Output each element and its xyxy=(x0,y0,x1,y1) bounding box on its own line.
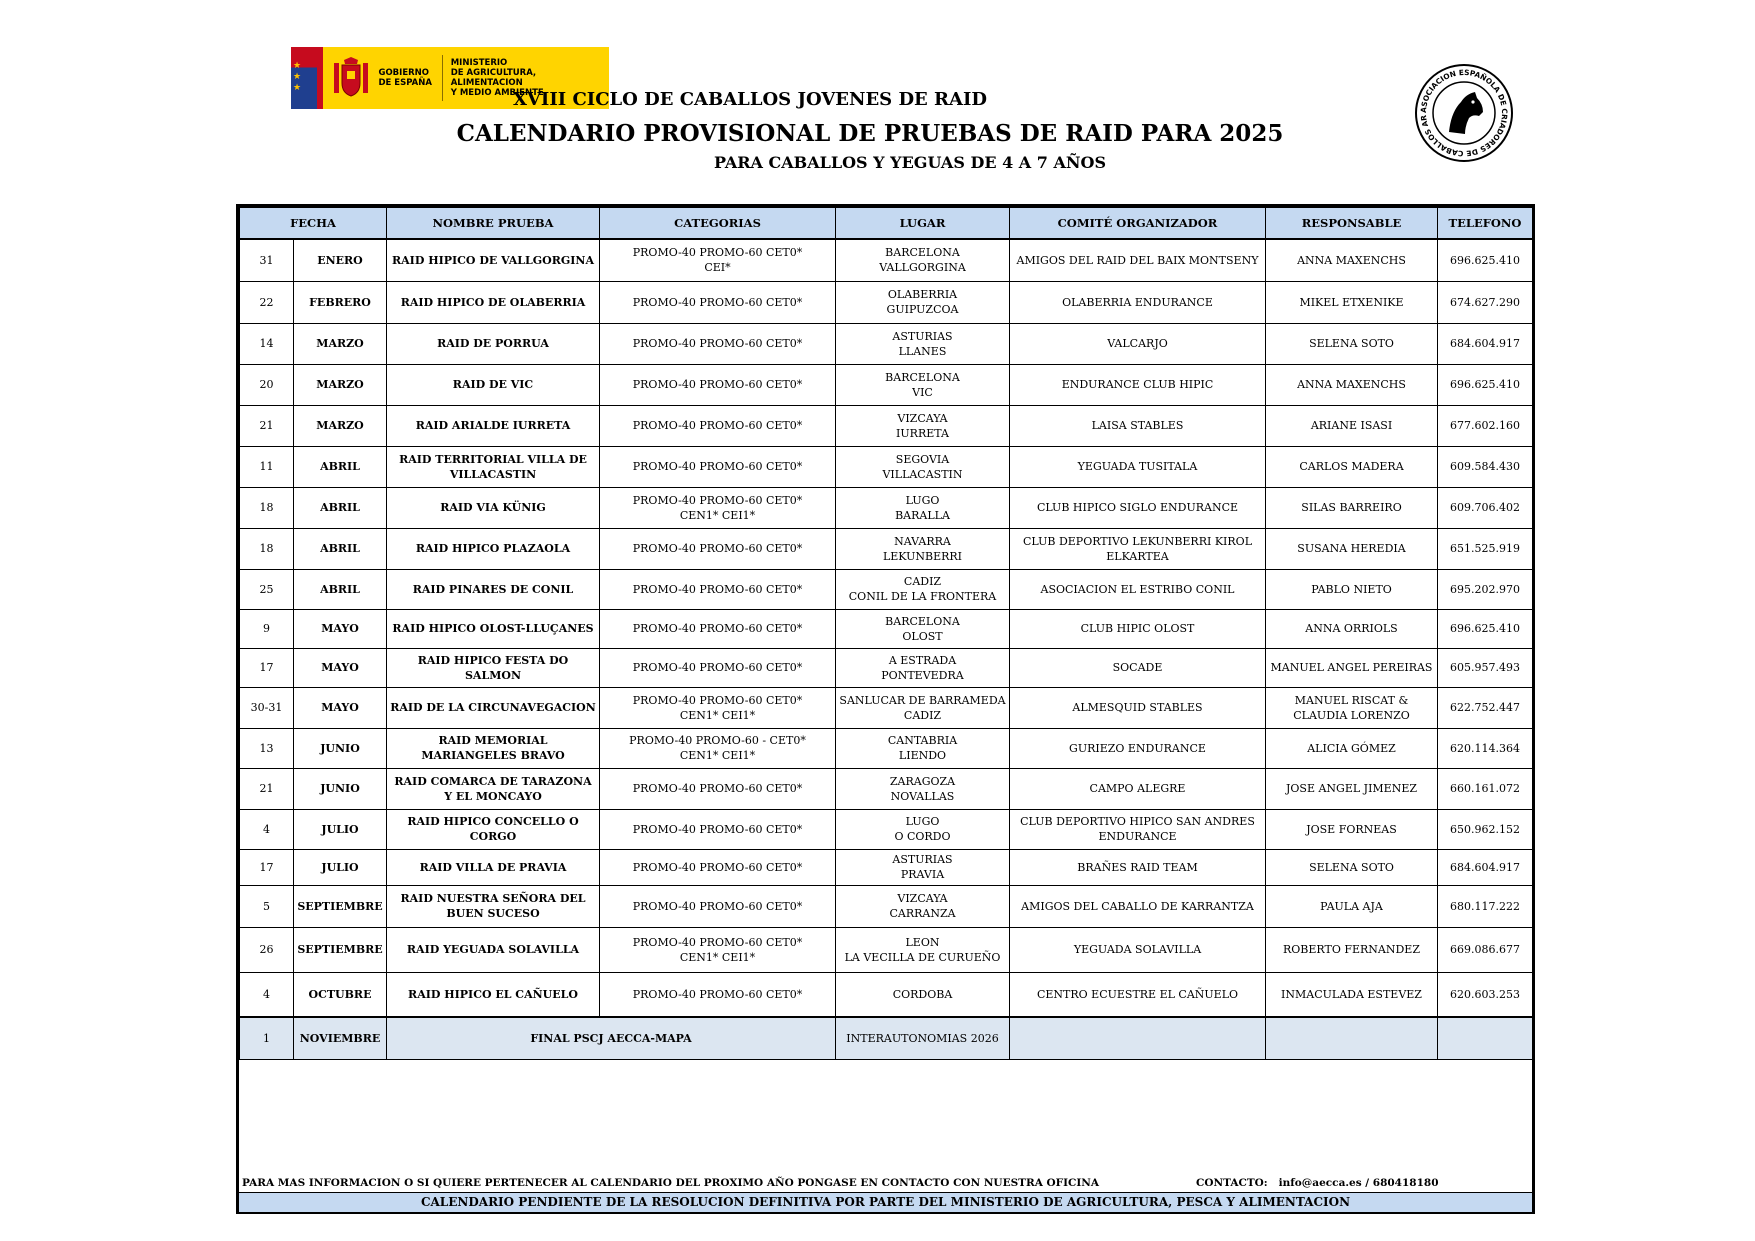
col-nombre: NOMBRE PRUEBA xyxy=(387,208,600,240)
calendar-box xyxy=(236,204,1535,1214)
row-categories-line2: CEN1* CEI1* xyxy=(679,950,756,964)
ministry-line1: MINISTERIO xyxy=(450,58,508,68)
row-phone: 677.602.160 xyxy=(1438,405,1533,446)
horse-head-icon xyxy=(1449,92,1483,134)
table-row xyxy=(240,323,1533,364)
col-lugar: LUGAR xyxy=(836,208,1010,240)
row-categories-line1: PROMO-40 PROMO-60 CET0* xyxy=(632,493,803,507)
row-place-line2: O CORDO xyxy=(894,830,951,843)
row-day: 4 xyxy=(240,972,294,1017)
row-event-name: RAID HIPICO FESTA DO SALMON xyxy=(387,648,600,687)
col-categorias: CATEGORIAS xyxy=(600,208,836,240)
row-categories xyxy=(600,487,836,528)
table-row xyxy=(240,885,1533,927)
final-event-name: FINAL PSCJ AECCA-MAPA xyxy=(387,1017,836,1059)
row-categories xyxy=(600,528,836,569)
row-place-line1: BARCELONA xyxy=(885,370,960,384)
row-place-line1: OLABERRIA xyxy=(887,288,958,301)
table-row xyxy=(240,849,1533,885)
row-place xyxy=(836,446,1010,487)
row-committee: CLUB HIPICO SIGLO ENDURANCE xyxy=(1010,487,1266,528)
row-place-line1: VIZCAYA xyxy=(897,892,948,905)
row-committee: ENDURANCE CLUB HIPIC xyxy=(1010,364,1266,405)
row-categories xyxy=(600,281,836,323)
table-row xyxy=(240,687,1533,728)
row-categories xyxy=(600,809,836,849)
row-responsible: INMACULADA ESTEVEZ xyxy=(1266,972,1438,1017)
final-responsible xyxy=(1266,1017,1438,1059)
row-categories-line1: PROMO-40 PROMO-60 CET0* xyxy=(632,935,803,949)
row-place-line2: NOVALLAS xyxy=(890,789,955,803)
row-place xyxy=(836,609,1010,648)
row-day: 18 xyxy=(240,528,294,569)
row-place xyxy=(836,885,1010,927)
row-place-line2: LLANES xyxy=(898,344,947,358)
row-responsible: SELENA SOTO xyxy=(1266,323,1438,364)
row-categories-line1: PROMO-40 PROMO-60 CET0* xyxy=(632,987,803,1001)
row-day: 14 xyxy=(240,323,294,364)
row-committee: OLABERRIA ENDURANCE xyxy=(1010,281,1266,323)
row-committee: BRAÑES RAID TEAM xyxy=(1010,849,1266,885)
row-month: ABRIL xyxy=(294,528,387,569)
row-committee: SOCADE xyxy=(1010,648,1266,687)
row-event-name: RAID DE PORRUA xyxy=(387,323,600,364)
coat-of-arms-icon xyxy=(331,56,370,100)
final-month: NOVIEMBRE xyxy=(294,1017,387,1059)
table-row xyxy=(240,281,1533,323)
row-responsible: MANUEL ANGEL PEREIRAS xyxy=(1266,648,1438,687)
row-categories-line1: PROMO-40 PROMO-60 CET0* xyxy=(632,460,803,473)
row-categories xyxy=(600,323,836,364)
row-categories xyxy=(600,364,836,405)
ministry-line3: Y MEDIO AMBIENTE xyxy=(450,88,544,98)
table-row xyxy=(240,609,1533,648)
row-committee: CAMPO ALEGRE xyxy=(1010,768,1266,809)
row-month: MARZO xyxy=(294,323,387,364)
pending-resolution-note: CALENDARIO PENDIENTE DE LA RESOLUCION DEFINITIVA POR PARTE DEL MINISTERIO DE AGRICULTURA, PESCA Y ALIMENTACION xyxy=(239,1192,1532,1212)
row-committee: CLUB DEPORTIVO HIPICO SAN ANDRES ENDURANCE xyxy=(1010,809,1266,849)
row-day: 11 xyxy=(240,446,294,487)
col-fecha: FECHA xyxy=(240,208,387,240)
row-place-line1: BARCELONA xyxy=(885,614,960,628)
row-committee: YEGUADA TUSITALA xyxy=(1010,446,1266,487)
row-categories-line1: PROMO-40 PROMO-60 CET0* xyxy=(632,693,803,707)
row-phone: 622.752.447 xyxy=(1438,687,1533,728)
row-committee: YEGUADA SOLAVILLA xyxy=(1010,927,1266,972)
row-categories-line1: PROMO-40 PROMO-60 CET0* xyxy=(632,337,803,350)
row-phone: 650.962.152 xyxy=(1438,809,1533,849)
row-place xyxy=(836,569,1010,609)
row-categories xyxy=(600,849,836,885)
row-place xyxy=(836,768,1010,809)
row-event-name: RAID NUESTRA SEÑORA DEL BUEN SUCESO xyxy=(387,885,600,927)
row-phone: 684.604.917 xyxy=(1438,849,1533,885)
row-day: 9 xyxy=(240,609,294,648)
row-event-name: RAID VIA KÜNIG xyxy=(387,487,600,528)
row-month: MAYO xyxy=(294,609,387,648)
row-month: FEBRERO xyxy=(294,281,387,323)
table-row xyxy=(240,487,1533,528)
row-month: ENERO xyxy=(294,239,387,281)
row-place xyxy=(836,487,1010,528)
row-month: JULIO xyxy=(294,809,387,849)
row-categories xyxy=(600,239,836,281)
row-day: 25 xyxy=(240,569,294,609)
row-categories xyxy=(600,972,836,1017)
row-committee: ALMESQUID STABLES xyxy=(1010,687,1266,728)
row-responsible: MANUEL RISCAT & CLAUDIA LORENZO xyxy=(1266,687,1438,728)
row-place-line2: PONTEVEDRA xyxy=(881,668,964,682)
row-day: 20 xyxy=(240,364,294,405)
table-row xyxy=(240,405,1533,446)
row-committee: CENTRO ECUESTRE EL CAÑUELO xyxy=(1010,972,1266,1017)
row-month: MAYO xyxy=(294,648,387,687)
row-responsible: MIKEL ETXENIKE xyxy=(1266,281,1438,323)
row-phone: 605.957.493 xyxy=(1438,648,1533,687)
row-categories xyxy=(600,648,836,687)
row-responsible: ROBERTO FERNANDEZ xyxy=(1266,927,1438,972)
row-categories xyxy=(600,885,836,927)
row-committee: LAISA STABLES xyxy=(1010,405,1266,446)
row-responsible: ANNA MAXENCHS xyxy=(1266,364,1438,405)
row-place-line1: LEON xyxy=(905,935,940,949)
col-comite: COMITÉ ORGANIZADOR xyxy=(1010,208,1266,240)
final-committee xyxy=(1010,1017,1266,1059)
row-categories-line1: PROMO-40 PROMO-60 CET0* xyxy=(632,378,803,391)
row-phone: 684.604.917 xyxy=(1438,323,1533,364)
row-categories-line2: CEN1* CEI1* xyxy=(679,508,756,522)
row-categories-line1: PROMO-40 PROMO-60 CET0* xyxy=(632,622,803,635)
row-categories-line1: PROMO-40 PROMO-60 CET0* xyxy=(632,782,803,795)
row-month: SEPTIEMBRE xyxy=(294,885,387,927)
row-categories-line2: CEN1* CEI1* xyxy=(679,749,756,762)
row-place xyxy=(836,323,1010,364)
row-month: JUNIO xyxy=(294,768,387,809)
table-row xyxy=(240,239,1533,281)
row-categories-line1: PROMO-40 PROMO-60 CET0* xyxy=(632,419,803,432)
table-row xyxy=(240,972,1533,1017)
calendar-table xyxy=(239,207,1533,1060)
row-place-line2: IURRETA xyxy=(896,426,949,440)
col-responsable: RESPONSABLE xyxy=(1266,208,1438,240)
row-categories-line1: PROMO-40 PROMO-60 CET0* xyxy=(632,860,803,874)
row-month: ABRIL xyxy=(294,569,387,609)
row-month: MARZO xyxy=(294,364,387,405)
row-place-line2: VALLGORGINA xyxy=(879,261,966,275)
table-row xyxy=(240,648,1533,687)
info-text: PARA MAS INFORMACION O SI QUIERE PERTENECER AL CALENDARIO DEL PROXIMO AÑO PONGASE EN CONTACTO CON NUESTRA OFICINA xyxy=(242,1177,1100,1189)
table-row xyxy=(240,768,1533,809)
row-responsible: ANNA ORRIOLS xyxy=(1266,609,1438,648)
row-event-name: RAID HIPICO DE VALLGORGINA xyxy=(387,239,600,281)
row-categories-line1: PROMO-40 PROMO-60 CET0* xyxy=(632,661,803,674)
row-place-line1: LUGO xyxy=(905,815,940,828)
row-categories-line1: PROMO-40 PROMO-60 CET0* xyxy=(632,295,803,309)
row-place xyxy=(836,849,1010,885)
row-phone: 696.625.410 xyxy=(1438,239,1533,281)
row-place-line2: VILLACASTIN xyxy=(882,467,963,481)
seal-text: ASOCIACION ESPAÑOLA DE CRIADORES DE CABALLOS AR xyxy=(1418,67,1510,159)
row-event-name: RAID DE VIC xyxy=(387,364,600,405)
gov-logo-line2: DE ESPAÑA xyxy=(378,78,432,88)
row-categories-line1: PROMO-40 PROMO-60 CET0* xyxy=(632,899,803,913)
row-categories-line1: PROMO-40 PROMO-60 CET0* xyxy=(632,582,803,596)
row-month: MARZO xyxy=(294,405,387,446)
row-categories xyxy=(600,728,836,768)
row-day: 26 xyxy=(240,927,294,972)
row-phone: 669.086.677 xyxy=(1438,927,1533,972)
row-phone: 674.627.290 xyxy=(1438,281,1533,323)
row-committee: CLUB HIPIC OLOST xyxy=(1010,609,1266,648)
row-categories xyxy=(600,446,836,487)
row-day: 31 xyxy=(240,239,294,281)
row-phone: 651.525.919 xyxy=(1438,528,1533,569)
row-place xyxy=(836,687,1010,728)
ministry-line2: DE AGRICULTURA, ALIMENTACION xyxy=(450,68,537,88)
info-line xyxy=(239,1167,1532,1195)
row-phone: 696.625.410 xyxy=(1438,364,1533,405)
row-place-line1: ASTURIAS xyxy=(892,329,953,343)
row-place-line2: OLOST xyxy=(902,629,943,643)
row-phone: 609.584.430 xyxy=(1438,446,1533,487)
row-place-line2: VIC xyxy=(912,385,933,399)
row-place xyxy=(836,239,1010,281)
row-place-line1: A ESTRADA xyxy=(888,653,957,667)
row-responsible: JOSE ANGEL JIMENEZ xyxy=(1266,768,1438,809)
row-place-line1: LUGO xyxy=(905,493,940,507)
row-categories-line1: PROMO-40 PROMO-60 - CET0* xyxy=(629,734,806,747)
row-place xyxy=(836,528,1010,569)
row-place-line1: ASTURIAS xyxy=(892,853,953,866)
row-event-name: RAID MEMORIAL MARIANGELES BRAVO xyxy=(387,728,600,768)
row-month: ABRIL xyxy=(294,487,387,528)
row-place-line2: LEKUNBERRI xyxy=(882,549,963,563)
row-day: 18 xyxy=(240,487,294,528)
row-phone: 609.706.402 xyxy=(1438,487,1533,528)
row-event-name: RAID HIPICO DE OLABERRIA xyxy=(387,281,600,323)
row-day: 21 xyxy=(240,405,294,446)
row-categories xyxy=(600,927,836,972)
final-row xyxy=(240,1017,1533,1059)
row-place-line2: LA VECILLA DE CURUEÑO xyxy=(844,950,1001,964)
col-telefono: TELEFONO xyxy=(1438,208,1533,240)
row-phone: 696.625.410 xyxy=(1438,609,1533,648)
title-calendar: CALENDARIO PROVISIONAL DE PRUEBAS DE RAID PARA 2025 xyxy=(456,120,1284,147)
contact-label: CONTACTO: xyxy=(1196,1177,1268,1189)
row-event-name: RAID HIPICO OLOST-LLUÇANES xyxy=(387,609,600,648)
row-place-line1: BARCELONA xyxy=(885,246,960,260)
row-day: 21 xyxy=(240,768,294,809)
row-place-line1: SANLUCAR DE BARRAMEDA xyxy=(839,693,1006,707)
row-place-line1: CANTABRIA xyxy=(887,734,958,747)
row-place-line2: CARRANZA xyxy=(889,907,956,920)
row-place xyxy=(836,364,1010,405)
row-committee: AMIGOS DEL RAID DEL BAIX MONTSENY xyxy=(1010,239,1266,281)
gov-logo-line1: GOBIERNO xyxy=(378,68,430,78)
row-committee: CLUB DEPORTIVO LEKUNBERRI KIROL ELKARTEA xyxy=(1010,528,1266,569)
row-phone: 620.114.364 xyxy=(1438,728,1533,768)
row-committee: VALCARJO xyxy=(1010,323,1266,364)
row-month: SEPTIEMBRE xyxy=(294,927,387,972)
row-committee: AMIGOS DEL CABALLO DE KARRANTZA xyxy=(1010,885,1266,927)
row-event-name: RAID HIPICO EL CAÑUELO xyxy=(387,972,600,1017)
row-committee: GURIEZO ENDURANCE xyxy=(1010,728,1266,768)
final-phone xyxy=(1438,1017,1533,1059)
row-place xyxy=(836,809,1010,849)
row-event-name: RAID HIPICO PLAZAOLA xyxy=(387,528,600,569)
row-place-line2: LIENDO xyxy=(898,749,947,762)
row-categories xyxy=(600,768,836,809)
row-phone: 620.603.253 xyxy=(1438,972,1533,1017)
row-day: 22 xyxy=(240,281,294,323)
row-committee: ASOCIACION EL ESTRIBO CONIL xyxy=(1010,569,1266,609)
row-event-name: RAID VILLA DE PRAVIA xyxy=(387,849,600,885)
row-responsible: SELENA SOTO xyxy=(1266,849,1438,885)
row-event-name: RAID TERRITORIAL VILLA DE VILLACASTIN xyxy=(387,446,600,487)
row-responsible: SUSANA HEREDIA xyxy=(1266,528,1438,569)
row-phone: 680.117.222 xyxy=(1438,885,1533,927)
row-categories xyxy=(600,609,836,648)
row-day: 4 xyxy=(240,809,294,849)
row-place-line1: CORDOBA xyxy=(892,987,953,1001)
row-categories-line2: CEN1* CEI1* xyxy=(679,708,756,722)
row-categories-line1: PROMO-40 PROMO-60 CET0* xyxy=(632,822,803,836)
table-row xyxy=(240,927,1533,972)
row-place xyxy=(836,405,1010,446)
row-event-name: RAID HIPICO CONCELLO O CORGO xyxy=(387,809,600,849)
row-responsible: CARLOS MADERA xyxy=(1266,446,1438,487)
title-subtitle: PARA CABALLOS Y YEGUAS DE 4 A 7 AÑOS xyxy=(713,153,1107,172)
table-row xyxy=(240,728,1533,768)
row-place-line1: CADIZ xyxy=(903,575,942,588)
row-day: 30-31 xyxy=(240,687,294,728)
row-responsible: PAULA AJA xyxy=(1266,885,1438,927)
row-place xyxy=(836,728,1010,768)
row-month: MAYO xyxy=(294,687,387,728)
row-event-name: RAID YEGUADA SOLAVILLA xyxy=(387,927,600,972)
row-day: 17 xyxy=(240,648,294,687)
row-event-name: RAID ARIALDE IURRETA xyxy=(387,405,600,446)
row-event-name: RAID PINARES DE CONIL xyxy=(387,569,600,609)
final-place: INTERAUTONOMIAS 2026 xyxy=(836,1017,1010,1059)
row-responsible: JOSE FORNEAS xyxy=(1266,809,1438,849)
row-phone: 660.161.072 xyxy=(1438,768,1533,809)
row-responsible: SILAS BARREIRO xyxy=(1266,487,1438,528)
row-day: 5 xyxy=(240,885,294,927)
row-place xyxy=(836,281,1010,323)
table-row xyxy=(240,446,1533,487)
table-row xyxy=(240,364,1533,405)
row-place-line2: CONIL DE LA FRONTERA xyxy=(848,590,997,603)
row-place-line1: NAVARRA xyxy=(894,534,951,548)
row-place-line1: ZARAGOZA xyxy=(889,774,956,788)
row-event-name: RAID DE LA CIRCUNAVEGACION xyxy=(387,687,600,728)
row-place-line2: GUIPUZCOA xyxy=(886,303,959,316)
contact-value: info@aecca.es / 680418180 xyxy=(1278,1177,1439,1189)
row-place-line2: PRAVIA xyxy=(900,868,945,881)
row-place xyxy=(836,648,1010,687)
row-month: JULIO xyxy=(294,849,387,885)
row-place-line2: CADIZ xyxy=(903,708,942,722)
row-categories-line1: PROMO-40 PROMO-60 CET0* xyxy=(632,542,803,555)
row-categories-line1: PROMO-40 PROMO-60 CET0* xyxy=(632,246,803,260)
association-seal xyxy=(1413,62,1515,164)
row-responsible: ALICIA GÓMEZ xyxy=(1266,728,1438,768)
final-day: 1 xyxy=(240,1017,294,1059)
row-categories xyxy=(600,569,836,609)
table-row xyxy=(240,569,1533,609)
row-responsible: PABLO NIETO xyxy=(1266,569,1438,609)
row-place-line2: BARALLA xyxy=(895,508,950,522)
row-responsible: ARIANE ISASI xyxy=(1266,405,1438,446)
table-row xyxy=(240,809,1533,849)
row-place xyxy=(836,927,1010,972)
row-month: OCTUBRE xyxy=(294,972,387,1017)
row-place-line1: VIZCAYA xyxy=(897,411,948,425)
row-responsible: ANNA MAXENCHS xyxy=(1266,239,1438,281)
eu-flag-icon: ★ ★ ★ xyxy=(291,47,317,109)
row-categories-line2: CEI* xyxy=(704,261,731,275)
row-event-name: RAID COMARCA DE TARAZONA Y EL MONCAYO xyxy=(387,768,600,809)
row-categories xyxy=(600,687,836,728)
row-day: 17 xyxy=(240,849,294,885)
title-cycle: XVIII CICLO DE CABALLOS JOVENES DE RAID xyxy=(512,89,987,110)
row-day: 13 xyxy=(240,728,294,768)
table-row xyxy=(240,528,1533,569)
row-phone: 695.202.970 xyxy=(1438,569,1533,609)
row-month: JUNIO xyxy=(294,728,387,768)
table-header xyxy=(240,208,1533,240)
row-categories xyxy=(600,405,836,446)
row-month: ABRIL xyxy=(294,446,387,487)
row-place-line1: SEGOVIA xyxy=(895,452,950,466)
row-place xyxy=(836,972,1010,1017)
